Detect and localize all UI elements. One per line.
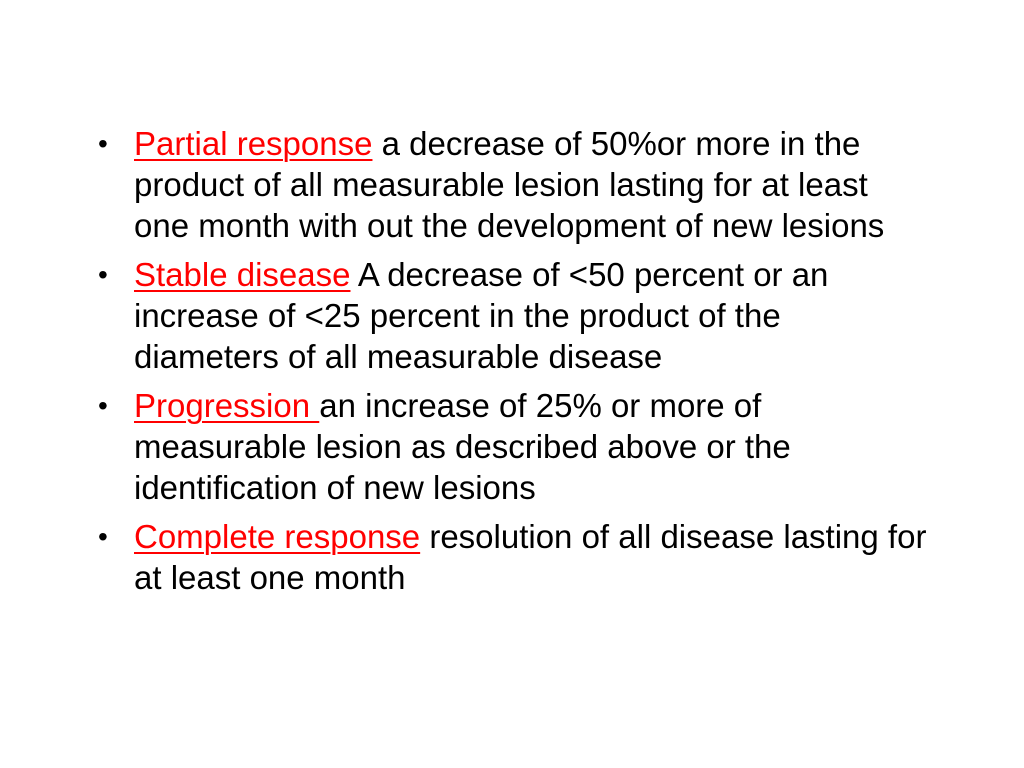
term-complete-response: Complete response bbox=[134, 518, 421, 555]
definition-progression: an increase of 25% or more of measurable lesion as described above or the identification of new lesions bbox=[134, 387, 791, 506]
bullet-item-complete-response bbox=[98, 516, 928, 598]
definition-stable-disease: A decrease of <50 percent or an increase of <25 percent in the product of the diameters of all measurable disease bbox=[134, 256, 829, 375]
bullet-list bbox=[98, 123, 928, 606]
definition-partial-response: a decrease of 50%or more in the product of all measurable lesion lasting for at least one month with out the development of new lesions bbox=[134, 125, 885, 244]
term-progression: Progression bbox=[134, 387, 320, 424]
bullet-icon: • bbox=[98, 259, 108, 290]
bullet-icon: • bbox=[98, 521, 108, 552]
bullet-item-progression bbox=[98, 385, 928, 508]
bullet-item-stable-disease bbox=[98, 254, 928, 377]
bullet-item-partial-response bbox=[98, 123, 928, 246]
bullet-icon: • bbox=[98, 390, 108, 421]
bullet-icon: • bbox=[98, 128, 108, 159]
term-partial-response: Partial response bbox=[134, 125, 373, 162]
definition-complete-response: resolution of all disease lasting for at least one month bbox=[134, 518, 927, 596]
term-stable-disease: Stable disease bbox=[134, 256, 351, 293]
